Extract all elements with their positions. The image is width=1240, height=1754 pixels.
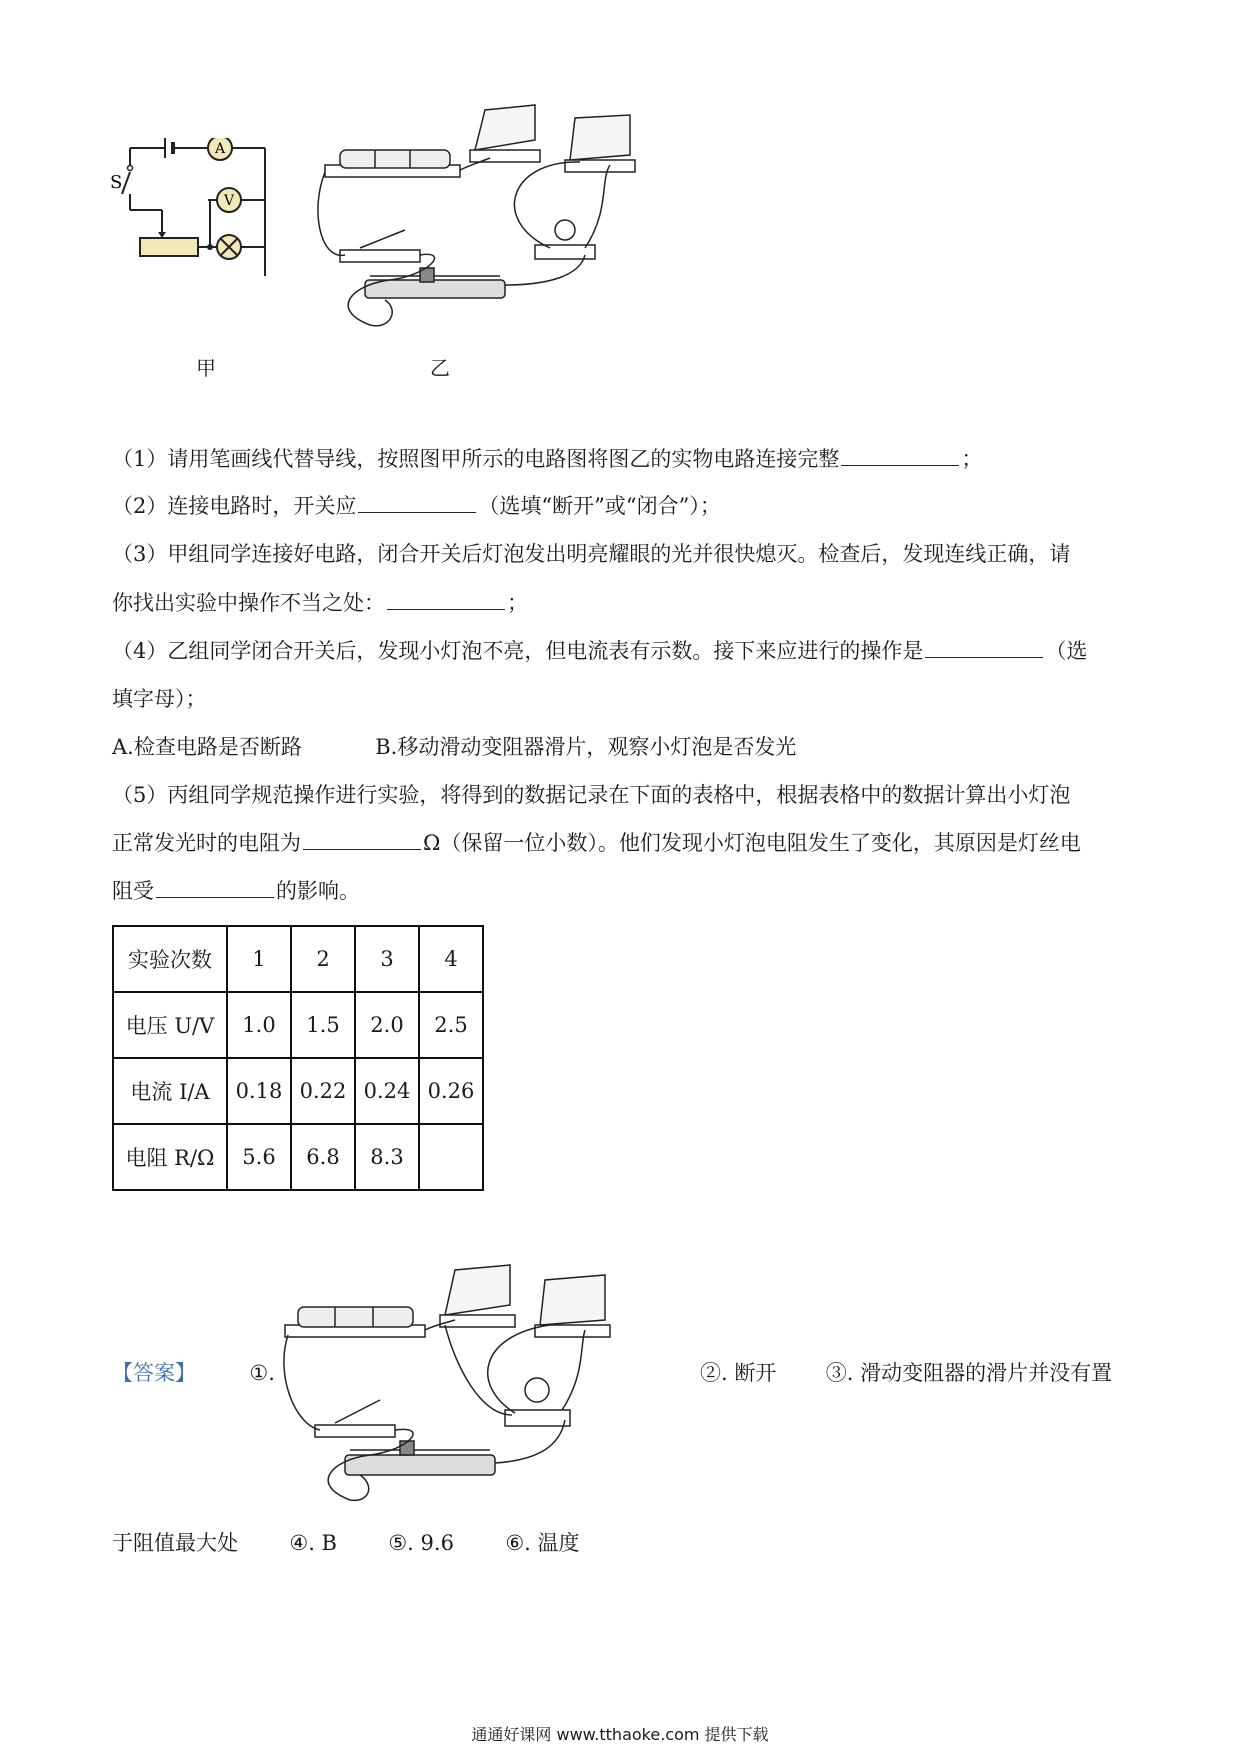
question-4-line-1 [112,636,1087,666]
question-5-text-4: 阻受 [112,879,154,903]
punct: ； [507,591,528,615]
table-row [113,1124,483,1190]
table-cell: 2.0 [355,992,419,1058]
answer-blank[interactable] [156,877,274,898]
answer-line-2 [112,1528,580,1558]
question-3-line-1 [112,539,1070,569]
question-5-line-3 [112,876,360,906]
circuit-diagram-jia [110,138,310,298]
table-cell: 电阻 R/Ω [113,1124,227,1190]
question-5-line-1 [112,780,1070,810]
table-cell: 4 [419,926,483,992]
answer-4: ④. B [289,1531,337,1555]
table-cell: 电流 I/A [113,1058,227,1124]
table-cell: 5.6 [227,1124,291,1190]
page-footer: 通通好课网 www.tthaoke.com 提供下载 [471,1725,769,1744]
table-row [113,992,483,1058]
question-5-text-3: Ω（保留一位小数）。他们发现小灯泡电阻发生了变化，其原因是灯丝电 [423,831,1081,855]
question-4-text: （4）乙组同学闭合开关后，发现小灯泡不亮，但电流表有示数。接下来应进行的操作是 [112,639,924,663]
answer-6: ⑥. 温度 [505,1531,580,1555]
answer-line-1 [112,1358,275,1388]
figure-label-yi: 乙 [430,356,450,380]
table-cell [419,1124,483,1190]
option-a: A.检查电路是否断路 [112,735,302,759]
punct: ； [961,447,983,471]
answer-2: ②. 断开 [700,1361,777,1385]
answer-blank[interactable] [303,829,421,850]
table-cell: 0.26 [419,1058,483,1124]
ammeter-symbol: A [214,141,226,157]
question-3-text: （3）甲组同学连接好电路，闭合开关后灯泡发出明亮耀眼的光并很快熄灭。检查后，发现连线正确，请 [112,542,1071,566]
table-cell: 实验次数 [113,926,227,992]
table-cell: 6.8 [291,1124,355,1190]
table-header-row [113,926,483,992]
question-4-line-2 [112,684,207,714]
table-cell: 3 [355,926,419,992]
table-row [113,1058,483,1124]
data-table [112,925,484,1191]
question-4-options [112,732,796,762]
question-5-text-5: 的影响。 [276,879,360,903]
answer-line-1-right [700,1358,1112,1388]
answer-apparatus-figure [280,1245,620,1505]
question-5-text-2: 正常发光时的电阻为 [112,831,301,855]
table-cell: 2 [291,926,355,992]
table-cell: 8.3 [355,1124,419,1190]
question-5-text: （5）丙组同学规范操作进行实验，将得到的数据记录在下面的表格中，根据表格中的数据计算出小灯泡 [112,783,1071,807]
switch-label: S [110,172,123,193]
question-4-hint: （选 [1045,639,1088,663]
question-2 [112,491,721,521]
option-b: B.移动滑动变阻器滑片，观察小灯泡是否发光 [375,735,797,759]
table-cell: 1.0 [227,992,291,1058]
question-1-text: （1）请用笔画线代替导线，按照图甲所示的电路图将图乙的实物电路连接完整 [112,447,840,471]
voltmeter-symbol: V [223,193,235,209]
table-cell: 1.5 [291,992,355,1058]
answer-3-cont: 于阻值最大处 [112,1531,238,1555]
question-4-text-2: 填字母）； [112,687,207,711]
answer-tag: 【答案】 [112,1361,196,1385]
figure-label-jia: 甲 [196,356,216,380]
question-5-line-2 [112,828,1081,858]
question-2-hint: （选填“断开”或“闭合”）； [478,494,721,518]
answer-5: ⑤. 9.6 [388,1531,454,1555]
answer-blank[interactable] [925,637,1043,658]
answer-blank[interactable] [841,445,959,466]
answer-blank[interactable] [358,492,476,513]
table-cell: 1 [227,926,291,992]
answer-blank[interactable] [387,589,505,610]
answer-1: ①. [249,1361,275,1385]
apparatus-figure-yi [310,100,650,350]
table-cell: 2.5 [419,992,483,1058]
answer-3: ③. 滑动变阻器的滑片并没有置 [825,1361,1113,1385]
table-cell: 电压 U/V [113,992,227,1058]
question-3-text-2: 你找出实验中操作不当之处： [112,591,385,615]
table-cell: 0.22 [291,1058,355,1124]
table-cell: 0.18 [227,1058,291,1124]
question-2-text: （2）连接电路时，开关应 [112,494,357,518]
table-cell: 0.24 [355,1058,419,1124]
question-3-line-2 [112,588,528,618]
question-1 [112,444,982,474]
